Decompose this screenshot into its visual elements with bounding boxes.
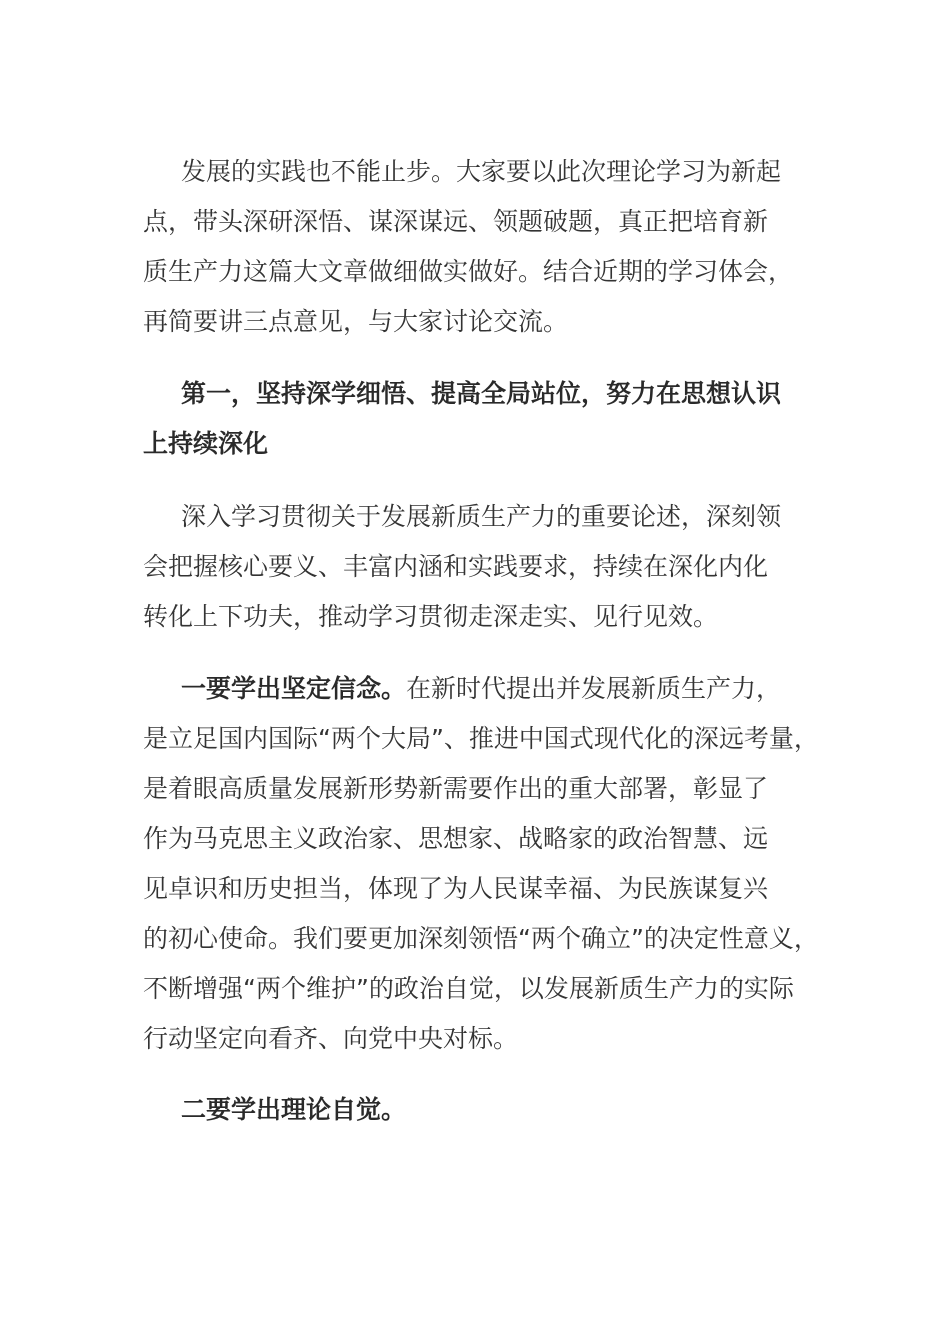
paragraph-3-line-1-text: 在新时代提出并发展新质生产力，: [406, 674, 782, 703]
paragraph-2-line-3: 转化上下功夫，推动学习贯彻走深走实、见行见效。: [143, 602, 719, 631]
paragraph-1-line-3: 质生产力这篇大文章做细做实做好。结合近期的学习体会，: [143, 257, 794, 286]
paragraph-3-line-7: 不断增强“两个维护”的政治自觉，以发展新质生产力的实际: [143, 974, 794, 1003]
paragraph-3-line-2: 是立足国内国际“两个大局”、推进中国式现代化的深远考量，: [143, 724, 819, 753]
paragraph-2-line-1: 深入学习贯彻关于发展新质生产力的重要论述，深刻领: [181, 502, 782, 531]
paragraph-3-line-8: 行动坚定向看齐、向党中央对标。: [143, 1024, 519, 1053]
paragraph-3-line-5: 见卓识和历史担当，体现了为人民谋幸福、为民族谋复兴: [143, 874, 769, 903]
point-1-lead: 一要学出坚定信念。: [181, 674, 407, 703]
paragraph-3-line-4: 作为马克思主义政治家、思想家、战略家的政治智慧、远: [143, 824, 769, 853]
paragraph-2-line-2: 会把握核心要义、丰富内涵和实践要求，持续在深化内化: [143, 552, 769, 581]
paragraph-3-line-6: 的初心使命。我们要更加深刻领悟“两个确立”的决定性意义，: [143, 924, 819, 953]
paragraph-1-line-4: 再简要讲三点意见，与大家讨论交流。: [143, 307, 569, 336]
paragraph-3-line-3: 是着眼高质量发展新形势新需要作出的重大部署，彰显了: [143, 774, 769, 803]
paragraph-1-line-1: 发展的实践也不能止步。大家要以此次理论学习为新起: [181, 157, 782, 186]
section-heading-1-line-2: 上持续深化: [143, 429, 269, 458]
paragraph-1-line-2: 点，带头深研深悟、谋深谋远、领题破题，真正把培育新: [143, 207, 769, 236]
paragraph-3-line-1: [181, 672, 781, 706]
section-heading-1-line-1: 第一，坚持深学细悟、提高全局站位，努力在思想认识: [181, 379, 782, 408]
point-2-heading: 二要学出理论自觉。: [181, 1095, 407, 1124]
